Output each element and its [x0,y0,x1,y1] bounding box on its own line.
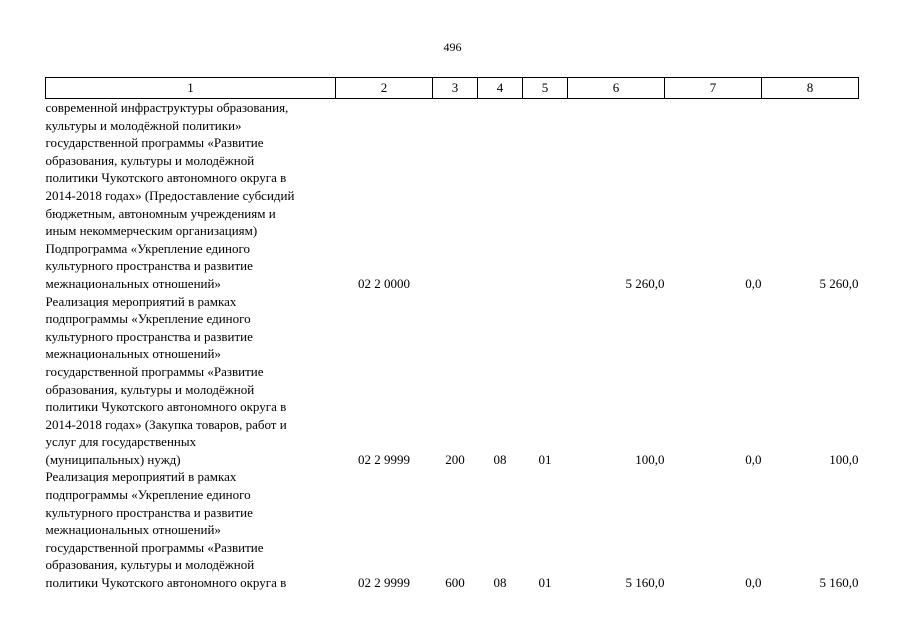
cell-section [478,99,523,240]
description-line: Реализация мероприятий в рамках [45,469,237,485]
cell-expense-type [433,99,478,240]
page-number: 496 [443,40,462,54]
cell-subsection: 01 [538,451,552,467]
description-line: образования, культуры и молодёжной [45,152,255,168]
column-header-4: 4 [478,78,523,99]
description-line: межнациональных отношений» [45,522,221,538]
description-line: государственной программы «Развитие [45,135,264,151]
description-line: политики Чукотского автономного округа в [45,170,287,186]
column-header-2: 2 [336,78,433,99]
column-header-1: 1 [46,78,336,99]
table-header-row [46,78,859,99]
description-line: межнациональных отношений» [45,275,221,291]
cell-target-article [336,99,433,240]
description-line: образования, культуры и молодёжной [45,557,255,573]
description-line: межнациональных отношений» [45,346,221,362]
cell-subsection [523,240,568,293]
cell-section: 08 [493,451,507,467]
description-line: культурного пространства и развитие [45,328,253,344]
row-description [46,293,336,469]
cell-sum-regional: 5 160,0 [819,575,859,591]
cell-sum-regional: 5 260,0 [819,275,859,291]
row-description [46,99,336,240]
cell-sum-total: 5 160,0 [625,575,665,591]
column-header-8: 8 [762,78,859,99]
cell-sum-total: 5 260,0 [625,275,665,291]
cell-sum-federal [665,99,762,240]
description-line: услуг для государственных [45,434,197,450]
description-line: культурного пространства и развитие [45,504,253,520]
column-header-3: 3 [433,78,478,99]
row-description [46,240,336,293]
description-line: государственной программы «Развитие [45,539,264,555]
cell-sum-federal: 0,0 [745,451,762,467]
description-line: 2014-2018 годах» (Предоставление субсидий [45,187,295,203]
description-line: подпрограммы «Укрепление единого [45,311,251,327]
description-line: бюджетным, автономным учреждениям и [45,205,276,221]
description-line: подпрограммы «Укрепление единого [45,487,251,503]
description-line: 2014-2018 годах» (Закупка товаров, работ и [45,416,287,432]
description-line: (муниципальных) нужд) [45,451,181,467]
cell-sum-federal: 0,0 [745,575,762,591]
budget-table [45,77,859,592]
cell-expense-type: 200 [445,451,465,467]
cell-target-article: 02 2 0000 [358,275,410,291]
table-row [46,240,859,293]
row-description [46,468,336,591]
cell-target-article: 02 2 9999 [358,451,410,467]
description-line: Подпрограмма «Укрепление единого [45,240,251,256]
cell-subsection: 01 [538,575,552,591]
cell-sum-regional: 100,0 [829,451,859,467]
cell-sum-federal: 0,0 [745,275,762,291]
cell-expense-type: 600 [445,575,465,591]
description-line: культуры и молодёжной политики» [45,117,242,133]
column-header-6: 6 [568,78,665,99]
column-header-7: 7 [665,78,762,99]
cell-sum-total: 100,0 [635,451,665,467]
description-line: политики Чукотского автономного округа в [45,399,287,415]
description-line: государственной программы «Развитие [45,363,264,379]
description-line: современной инфраструктуры образования, [45,100,289,115]
table-row [46,468,859,591]
table-row [46,99,859,240]
description-line: культурного пространства и развитие [45,258,253,274]
cell-expense-type [433,240,478,293]
cell-section [478,240,523,293]
description-line: Реализация мероприятий в рамках [45,293,237,309]
description-line: политики Чукотского автономного округа в [45,575,287,591]
cell-target-article: 02 2 9999 [358,575,410,591]
cell-sum-total [568,99,665,240]
column-header-5: 5 [523,78,568,99]
description-line: образования, культуры и молодёжной [45,381,255,397]
cell-section: 08 [493,575,507,591]
table-row [46,293,859,469]
description-line: иным некоммерческим организациям) [45,223,258,239]
cell-sum-regional [762,99,859,240]
cell-subsection [523,99,568,240]
